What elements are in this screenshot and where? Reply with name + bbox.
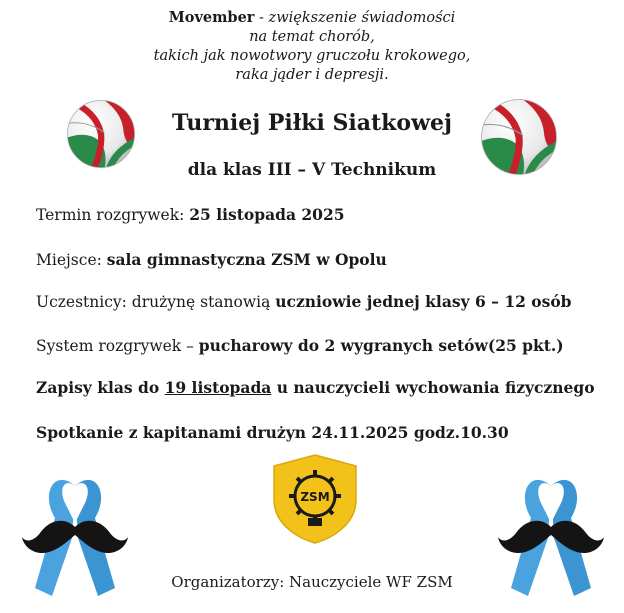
page-title: Turniej Piłki Siatkowej xyxy=(171,110,452,136)
uczestnicy-label: Uczestnicy: drużynę stanowią xyxy=(36,293,276,311)
spotkanie-line xyxy=(36,423,509,442)
spotkanie-text: Spotkanie z kapitanami drużyn 24.11.2025 godz.10.30 xyxy=(36,423,509,442)
termin-value: 25 listopada 2025 xyxy=(189,205,345,224)
intro-text xyxy=(0,8,624,85)
zapisy-post: u nauczycieli wychowania fizycznego xyxy=(271,378,595,397)
badge-text: ZSM xyxy=(300,490,330,504)
movember-brand: Movember xyxy=(168,9,255,26)
system-value: pucharowy do 2 wygranych setów(25 pkt.) xyxy=(198,336,564,355)
miejsce-label: Miejsce: xyxy=(36,251,107,269)
organizers-text: Organizatorzy: Nauczyciele WF ZSM xyxy=(171,573,453,591)
page-subtitle: dla klas III – V Technikum xyxy=(187,160,437,180)
termin-line xyxy=(36,205,345,224)
intro-line-1: - zwiększenie świadomości xyxy=(254,10,456,26)
zapisy-pre: Zapisy klas do xyxy=(36,378,165,397)
miejsce-value: sala gimnastyczna ZSM w Opolu xyxy=(106,250,387,269)
intro-line-2: na temat chorób, xyxy=(249,29,375,45)
system-line xyxy=(36,336,564,355)
intro-line-4: raka jąder i depresji. xyxy=(235,67,389,83)
zapisy-date: 19 listopada xyxy=(164,378,272,397)
moustache-icon-right xyxy=(496,515,606,560)
termin-label: Termin rozgrywek: xyxy=(36,206,190,224)
miejsce-line xyxy=(36,250,387,269)
zsm-logo-badge xyxy=(268,452,362,546)
uczestnicy-line xyxy=(36,292,572,311)
system-label: System rozgrywek – xyxy=(36,337,199,355)
uczestnicy-value: uczniowie jednej klasy 6 – 12 osób xyxy=(275,292,572,311)
intro-line-3: takich jak nowotwory gruczołu krokowego, xyxy=(153,48,471,64)
zapisy-line xyxy=(36,378,595,397)
moustache-icon-left xyxy=(20,515,130,560)
